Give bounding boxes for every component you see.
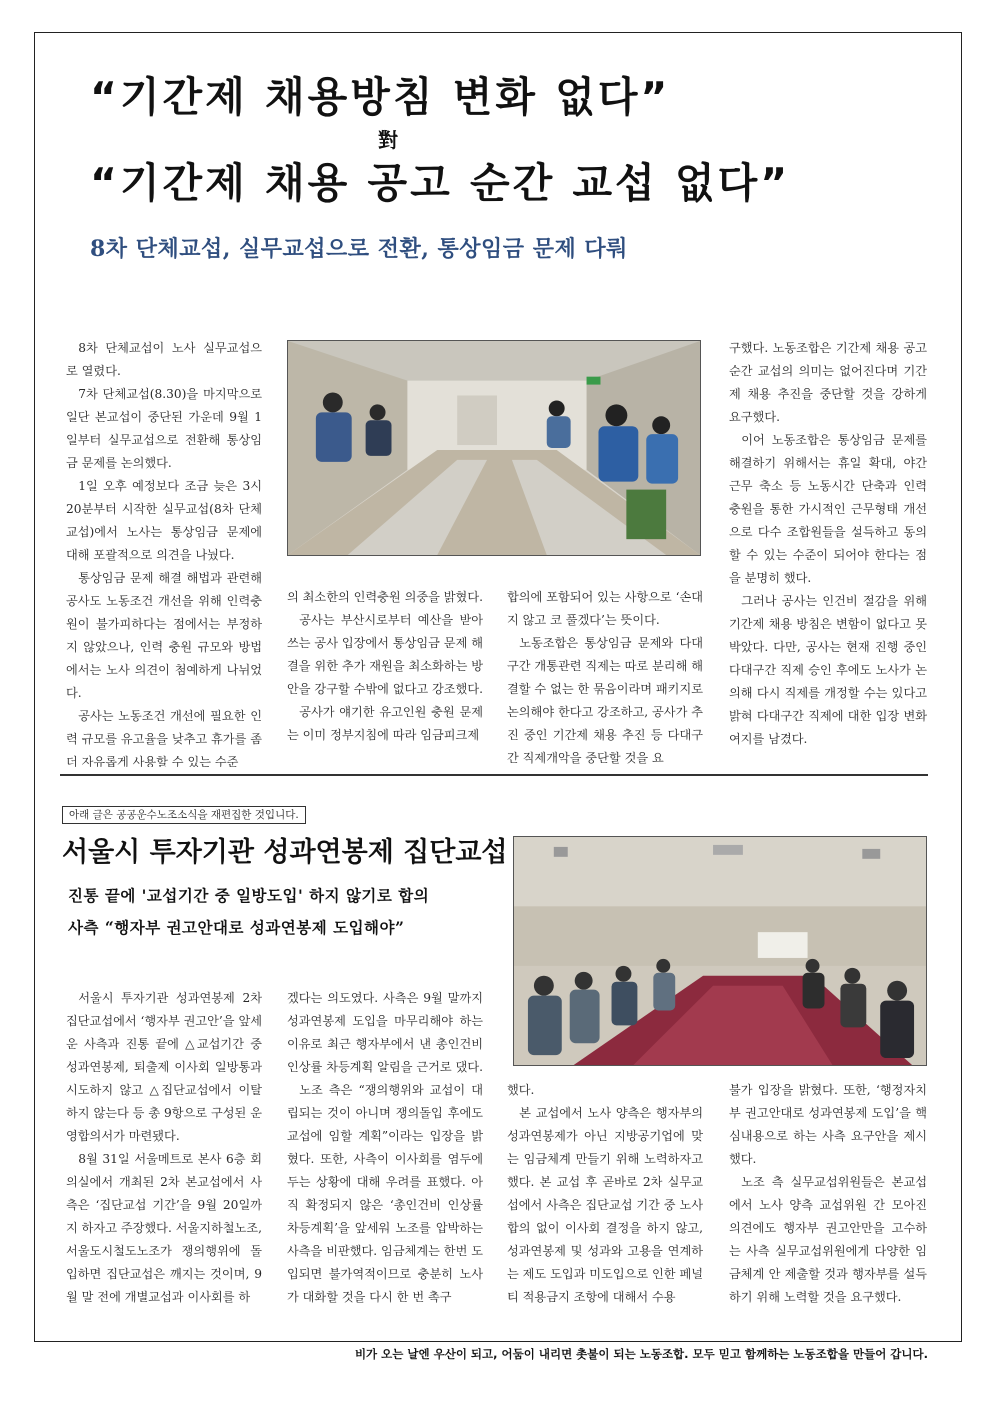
paragraph: 불가 입장을 밝혔다. 또한, ‘행정자치부 권고안대로 성과연봉제 도입’을 핵심내용으로 하는 사측 요구안을 제시했다. [729, 1083, 927, 1166]
paragraph: 했다. [507, 1083, 535, 1097]
article1-column-3 [507, 586, 703, 767]
paragraph: 7차 단체교섭(8.30)을 마지막으로 일단 본교섭이 중단된 가운데 9월 1일부터 실무교섭으로 전환해 통상임금 문제를 논의했다. [66, 387, 262, 470]
section-divider [60, 774, 928, 776]
paragraph: 서울시 투자기관 성과연봉제 2차 집단교섭에서 ‘행자부 권고안’을 앞세운 사측과 진통 끝에 △교섭기간 중 성과연봉제, 퇴출제 이사회 일방통과 시도하지 않고 △집단교섭에서 이탈하지 않는다 등 총 9항으로 구성된 운영합의서가 마련됐다. [66, 991, 262, 1143]
meeting-photo-2 [513, 836, 927, 1066]
headline-line-1: “기간제 채용방침 변화 없다” [90, 73, 671, 121]
paragraph: 노조 측은 “쟁의행위와 교섭이 대립되는 것이 아니며 쟁의돌입 후에도 교섭에 임할 계획”이라는 입장을 밝혔다. 또한, 사측이 이사회를 염두에 두는 상황에 대해 우려를 표했다. 아직 확정되지 않은 ‘총인건비 인상률 차등계획’을 앞세워 노조를 압박하는 사측을 비판했다. 임금체계는 한번 도입되면 불가역적이므로 충분히 노사가 대화할 것을 다시 한 번 촉구 [287, 1083, 483, 1304]
paragraph: 그러나 공사는 인건비 절감을 위해 기간제 채용 방침은 변함이 없다고 못 박았다. 다만, 공사는 현재 진행 중인 다대구간 직제 승인 후에도 노사가 논의해 다시 직제를 개정할 수는 있다고 밝혀 다대구간 직제에 대한 입장 변화 여지를 남겼다. [729, 594, 927, 746]
paragraph: 통상임금 문제 해결 해법과 관련해 공사도 노동조건 개선을 위해 인력충원이 불가피하다는 점에서는 부정하지 않았으나, 인력 충원 규모와 방법에서는 노사 의견이 첨예하게 나뉘었다. [66, 571, 262, 700]
paragraph: 1일 오후 예정보다 조금 늦은 3시 20분부터 시작한 실무교섭(8차 단체교섭)에서 노사는 통상임금 문제에 대해 포괄적으로 의견을 나눴다. [66, 479, 262, 562]
article2-column-1 [66, 987, 262, 1307]
paragraph: 합의에 포함되어 있는 사항으로 ‘손대지 않고 코 풀겠다’는 뜻이다. [507, 590, 703, 627]
article2-column-4 [729, 1079, 927, 1307]
source-notice: 아래 글은 공공운수노조소식을 재편집한 것입니다. [62, 806, 306, 824]
footer-slogan: 비가 오는 날엔 우산이 되고, 어둠이 내리면 촛불이 되는 노동조합. 모두 믿고 함께하는 노동조합을 만들어 갑니다. [354, 1347, 928, 1361]
article1-column-1 [66, 337, 262, 767]
meeting-photo-1 [287, 340, 701, 556]
paragraph: 8차 단체교섭이 노사 실무교섭으로 열렸다. [66, 341, 262, 378]
paragraph: 공사가 얘기한 유고인원 충원 문제는 이미 정부지침에 따라 임금피크제 [287, 705, 483, 742]
paragraph: 노조 측 실무교섭위원들은 본교섭에서 노사 양측 교섭위원 간 모아진 의견에도 행자부 권고안만을 고수하는 사측 실무교섭위원에게 다양한 임금체계 안 제출할 것과 행자부를 설득하기 위해 노력할 것을 요구했다. [729, 1175, 927, 1304]
headline-line-2: “기간제 채용 공고 순간 교섭 없다” [90, 159, 791, 207]
paragraph: 본 교섭에서 노사 양측은 행자부의 성과연봉제가 아닌 지방공기업에 맞는 임금체계 만들기 위해 노력하자고 했다. 본 교섭 후 곧바로 2차 실무교섭에서 사측은 집단교섭 기간 중 노사합의 없이 이사회 결정을 하지 않고, 성과연봉제 및 성과와 고용을 연계하는 제도 도입과 미도입으로 인한 페널티 적용금지 조항에 대해서 수용 [507, 1106, 703, 1304]
paragraph: 이어 노동조합은 통상임금 문제를 해결하기 위해서는 휴일 확대, 야간 근무 축소 등 노동시간 단축과 인력 충원을 통한 가시적인 근무형태 개선으로 다수 조합원들을 설득하고 동의할 수 있는 수준이 되어야 한다는 점을 분명히 했다. [729, 433, 927, 585]
paragraph: 구했다. 노동조합은 기간제 채용 공고 순간 교섭의 의미는 없어진다며 기간제 채용 추진을 중단할 것을 강하게 요구했다. [729, 341, 927, 424]
article2-column-3 [507, 1079, 703, 1307]
paragraph: 겠다는 의도였다. 사측은 9월 말까지 성과연봉제 도입을 마무리해야 하는 이유로 최근 행자부에서 낸 총인건비 인상률 차등계획 알림을 근거로 댔다. [287, 991, 483, 1074]
article1-column-2 [287, 586, 483, 767]
paragraph: 공사는 부산시로부터 예산을 받아 쓰는 공사 입장에서 통상임금 문제 해결을 위한 추가 재원을 최소화하는 방안을 강구할 수밖에 없다고 강조했다. [287, 613, 483, 696]
article2-subheadline-1: 진통 끝에 '교섭기간 중 일방도입' 하지 않기로 합의 [68, 886, 430, 905]
subheadline: 8차 단체교섭, 실무교섭으로 전환, 통상임금 문제 다뤄 [90, 236, 628, 262]
article2-headline: 서울시 투자기관 성과연봉제 집단교섭 [62, 837, 508, 868]
article2-subheadline-2: 사측 “행자부 권고안대로 성과연봉제 도입해야” [68, 918, 405, 937]
article1-column-4 [729, 337, 927, 767]
paragraph: 노동조합은 통상임금 문제와 다대구간 개통관련 직제는 따로 분리해 해결할 수 없는 한 묶음이라며 패키지로 논의해야 한다고 강조하고, 공사가 추진 중인 기간제 채용 추진 등 다대구간 직제개악을 중단할 것을 요 [507, 636, 703, 765]
paragraph: 8월 31일 서울메트로 본사 6층 회의실에서 개최된 2차 본교섭에서 사측은 ‘집단교섭 기간’을 9월 20일까지 하자고 주장했다. 서울지하철노조, 서울도시철도노조가 쟁의행위에 돌입하면 집단교섭은 깨지는 것이며, 9월 말 전에 개별교섭과 이사회를 하 [66, 1152, 262, 1304]
article2-column-2 [287, 987, 483, 1307]
headline-versus: 對 [378, 128, 398, 152]
paragraph: 공사는 노동조건 개선에 필요한 인력 규모를 유고율을 낮추고 휴가를 좀 더 자유롭게 사용할 수 있는 수준 [66, 709, 262, 767]
paragraph: 의 최소한의 인력충원 의중을 밝혔다. [287, 590, 483, 604]
